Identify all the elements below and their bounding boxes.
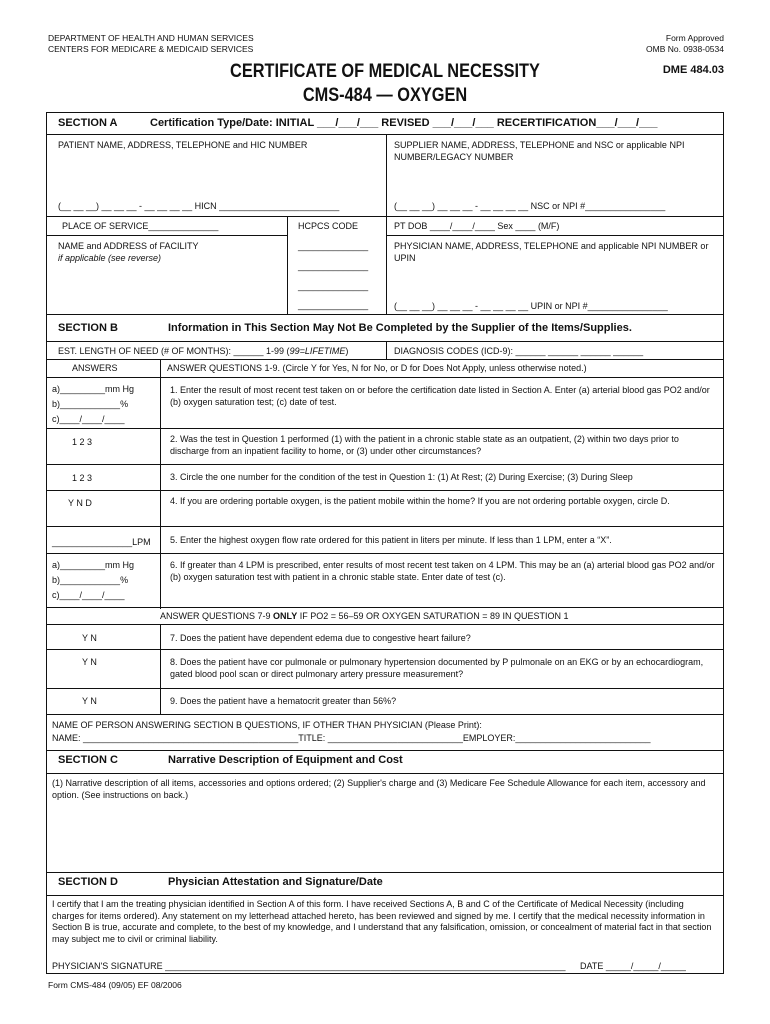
divider — [46, 773, 724, 774]
q3-answer-choices[interactable]: 1 2 3 — [72, 473, 93, 483]
omb-number: OMB No. 0938-0534 — [646, 44, 724, 54]
divider — [46, 235, 287, 236]
divider — [287, 216, 288, 314]
divider — [160, 624, 161, 714]
supplier-phone-nsc[interactable]: (__ __ __) __ __ __ - __ __ __ __ NSC or NPI #________________ — [394, 201, 666, 211]
divider — [46, 750, 724, 751]
section-d-label: SECTION D — [58, 876, 118, 888]
divider — [46, 624, 724, 625]
q6-answer-a[interactable]: a)_________mm Hg — [52, 560, 135, 570]
divider — [46, 714, 724, 715]
title-line-1: CERTIFICATE OF MEDICAL NECESSITY — [230, 61, 540, 82]
title-line-2: CMS-484 — OXYGEN — [302, 85, 468, 106]
patient-phone-hicn[interactable]: (__ __ __) __ __ __ - __ __ __ __ HICN ________________________ — [58, 201, 340, 211]
physician-info-label: PHYSICIAN NAME, ADDRESS, TELEPHONE and applicable NPI NUMBER or UPIN — [394, 241, 709, 263]
q7-answer-choices[interactable]: Y N — [82, 633, 97, 643]
divider — [46, 688, 724, 689]
person-answering-label: NAME OF PERSON ANSWERING SECTION B QUESTIONS, IF OTHER THAN PHYSICIAN (Please Print): — [52, 720, 482, 730]
q5-answer-lpm[interactable]: ________________LPM — [52, 537, 151, 547]
divider — [46, 607, 724, 608]
omb-header — [646, 33, 724, 55]
divider — [46, 314, 724, 315]
divider — [46, 553, 724, 554]
divider — [46, 872, 724, 873]
narrative-description-area[interactable] — [50, 805, 720, 871]
divider — [46, 490, 724, 491]
question-2: 2. Was the test in Question 1 performed (1) with the patient in a chronic stable state as an outpatient, (2) within two days prior to discharge from an inpatient facility to home, or (3) under other circumstances? — [170, 434, 679, 456]
q6-answer-b[interactable]: b)____________% — [52, 575, 129, 585]
form-footer: Form CMS-484 (09/05) EF 08/2006 — [48, 980, 182, 990]
question-8: 8. Does the patient have cor pulmonale or pulmonary hypertension documented by P pulmonale on an EKG or by an echocardiogram, gated blood pool scan or direct pulmonary artery pressure measurement? — [170, 657, 704, 679]
physician-signature-line[interactable]: PHYSICIAN'S SIGNATURE ________________________________________________________________________________ — [52, 961, 566, 971]
hcpcs-blank-2[interactable]: ______________ — [298, 261, 369, 271]
facility-note: if applicable (see reverse) — [58, 253, 162, 263]
est-length-of-need[interactable] — [58, 346, 348, 358]
divider — [46, 216, 724, 217]
diagnosis-codes[interactable]: DIAGNOSIS CODES (ICD-9): ______ ______ ______ ______ — [394, 346, 644, 356]
q9-answer-choices[interactable]: Y N — [82, 696, 97, 706]
divider — [46, 895, 724, 896]
hcpcs-blank-3[interactable]: ______________ — [298, 281, 369, 291]
divider — [46, 134, 724, 135]
question-5: 5. Enter the highest oxygen flow rate ordered for this patient in liters per minute. If less than 1 LPM, enter a “X”. — [170, 535, 612, 545]
section-c-instructions: (1) Narrative description of all items, accessories and options ordered; (2) Supplier's charge and (3) Medicare Fee Schedule Allowance for each item, accessory and option. (See instructions on back.) — [52, 778, 706, 800]
divider — [46, 464, 724, 465]
est-length-suffix: ) — [345, 346, 349, 356]
section-c-label: SECTION C — [58, 754, 118, 766]
section-a-label: SECTION A — [58, 117, 118, 129]
divider — [46, 359, 724, 360]
dme-code: DME 484.03 — [662, 64, 724, 76]
q79-only: ONLY — [273, 611, 298, 621]
q1-answer-a[interactable]: a)_________mm Hg — [52, 384, 135, 394]
divider — [46, 341, 724, 342]
q6-answer-c[interactable]: c)____/____/____ — [52, 590, 125, 600]
question-3: 3. Circle the one number for the condition of the test in Question 1: (1) At Rest; (2) During Exercise; (3) During Sleep — [170, 472, 633, 482]
patient-info-label: PATIENT NAME, ADDRESS, TELEPHONE and HIC NUMBER — [58, 140, 308, 150]
divider — [46, 428, 724, 429]
supplier-info-label: SUPPLIER NAME, ADDRESS, TELEPHONE and NSC or applicable NPI NUMBER/LEGACY NUMBER — [394, 140, 685, 162]
attestation-text: I certify that I am the treating physician identified in Section A of this form. I have received Sections A, B and C of the Certificate of Medical Necessity (including charges for items ordered). Any statement on my letterhead attached hereto, has been reviewed and signed by me. I certify that the medical necessity information in Section B is true, accurate and complete, to the best of my knowledge, and I understand that any falsification, omission, or concealment of material fact in that section may subject me to civil or criminal liability. — [52, 899, 712, 944]
signature-date-line[interactable]: DATE _____/_____/_____ — [580, 961, 686, 971]
q79-prefix: ANSWER QUESTIONS 7-9 — [160, 611, 274, 621]
q4-answer-choices[interactable]: Y N D — [68, 498, 92, 508]
q79-suffix: IF PO2 = 56–59 OR OXYGEN SATURATION = 89 IN QUESTION 1 — [297, 611, 569, 621]
place-of-service[interactable]: PLACE OF SERVICE______________ — [62, 221, 219, 231]
answer-instructions: ANSWER QUESTIONS 1-9. (Circle Y for Yes, N for No, or D for Does Not Apply, unless otherwise noted.) — [167, 363, 587, 373]
question-6: 6. If greater than 4 LPM is prescribed, enter results of most recent test taken on 4 LPM. This may be an (a) arterial blood gas PO2 and/or (b) oxygen saturation test with patient in a chronic stable state. Enter date of test (c). — [170, 560, 715, 582]
divider — [386, 134, 387, 314]
physician-phone-upin[interactable]: (__ __ __) __ __ __ - __ __ __ __ UPIN or NPI #________________ — [394, 301, 668, 311]
answers-header: ANSWERS — [72, 363, 118, 373]
name-title-employer-line[interactable]: NAME: ___________________________________________TITLE: ___________________________EMPLOYER:___________________________ — [52, 733, 651, 743]
question-9: 9. Does the patient have a hematocrit greater than 56%? — [170, 696, 397, 706]
divider — [160, 359, 161, 609]
q8-answer-choices[interactable]: Y N — [82, 657, 97, 667]
question-4: 4. If you are ordering portable oxygen, is the patient mobile within the home? If you are not ordering portable oxygen, circle D. — [170, 496, 670, 506]
question-7: 7. Does the patient have dependent edema due to congestive heart failure? — [170, 633, 471, 643]
dept-line-1: DEPARTMENT OF HEALTH AND HUMAN SERVICES — [48, 33, 254, 43]
est-length-prefix: EST. LENGTH OF NEED (# OF MONTHS): ______ 1-99 ( — [58, 346, 290, 356]
divider — [46, 649, 724, 650]
form-title — [54, 60, 716, 108]
department-header — [48, 33, 254, 55]
section-c-title: Narrative Description of Equipment and Cost — [168, 754, 403, 766]
section-b-title: Information in This Section May Not Be Completed by the Supplier of the Items/Supplies. — [168, 322, 632, 334]
q2-answer-choices[interactable]: 1 2 3 — [72, 437, 93, 447]
q1-answer-b[interactable]: b)____________% — [52, 399, 129, 409]
est-length-lifetime: 99=LIFETIME — [289, 346, 346, 356]
hcpcs-blank-4[interactable]: ______________ — [298, 300, 369, 310]
facility-label: NAME and ADDRESS of FACILITY — [58, 241, 199, 251]
question-1: 1. Enter the result of most recent test taken on or before the certification date listed in Section A. Enter (a) arterial blood gas PO2 and/or (b) oxygen saturation test; (c) date of test. — [170, 385, 710, 407]
divider — [46, 377, 724, 378]
divider — [386, 341, 387, 359]
certification-type-line[interactable]: Certification Type/Date: INITIAL ___/___/___ REVISED ___/___/___ RECERTIFICATION___/___/___ — [150, 117, 658, 129]
divider — [46, 526, 724, 527]
q7-9-instructions — [160, 611, 568, 623]
section-d-title: Physician Attestation and Signature/Date — [168, 876, 383, 888]
divider — [386, 235, 724, 236]
dept-line-2: CENTERS FOR MEDICARE & MEDICAID SERVICES — [48, 44, 254, 54]
hcpcs-blank-1[interactable]: ______________ — [298, 241, 369, 251]
hcpcs-code-label: HCPCS CODE — [298, 221, 359, 231]
patient-dob-sex[interactable]: PT DOB ____/____/____ Sex ____ (M/F) — [394, 221, 560, 231]
section-b-label: SECTION B — [58, 322, 118, 334]
q1-answer-c[interactable]: c)____/____/____ — [52, 414, 125, 424]
form-approved: Form Approved — [665, 33, 724, 43]
